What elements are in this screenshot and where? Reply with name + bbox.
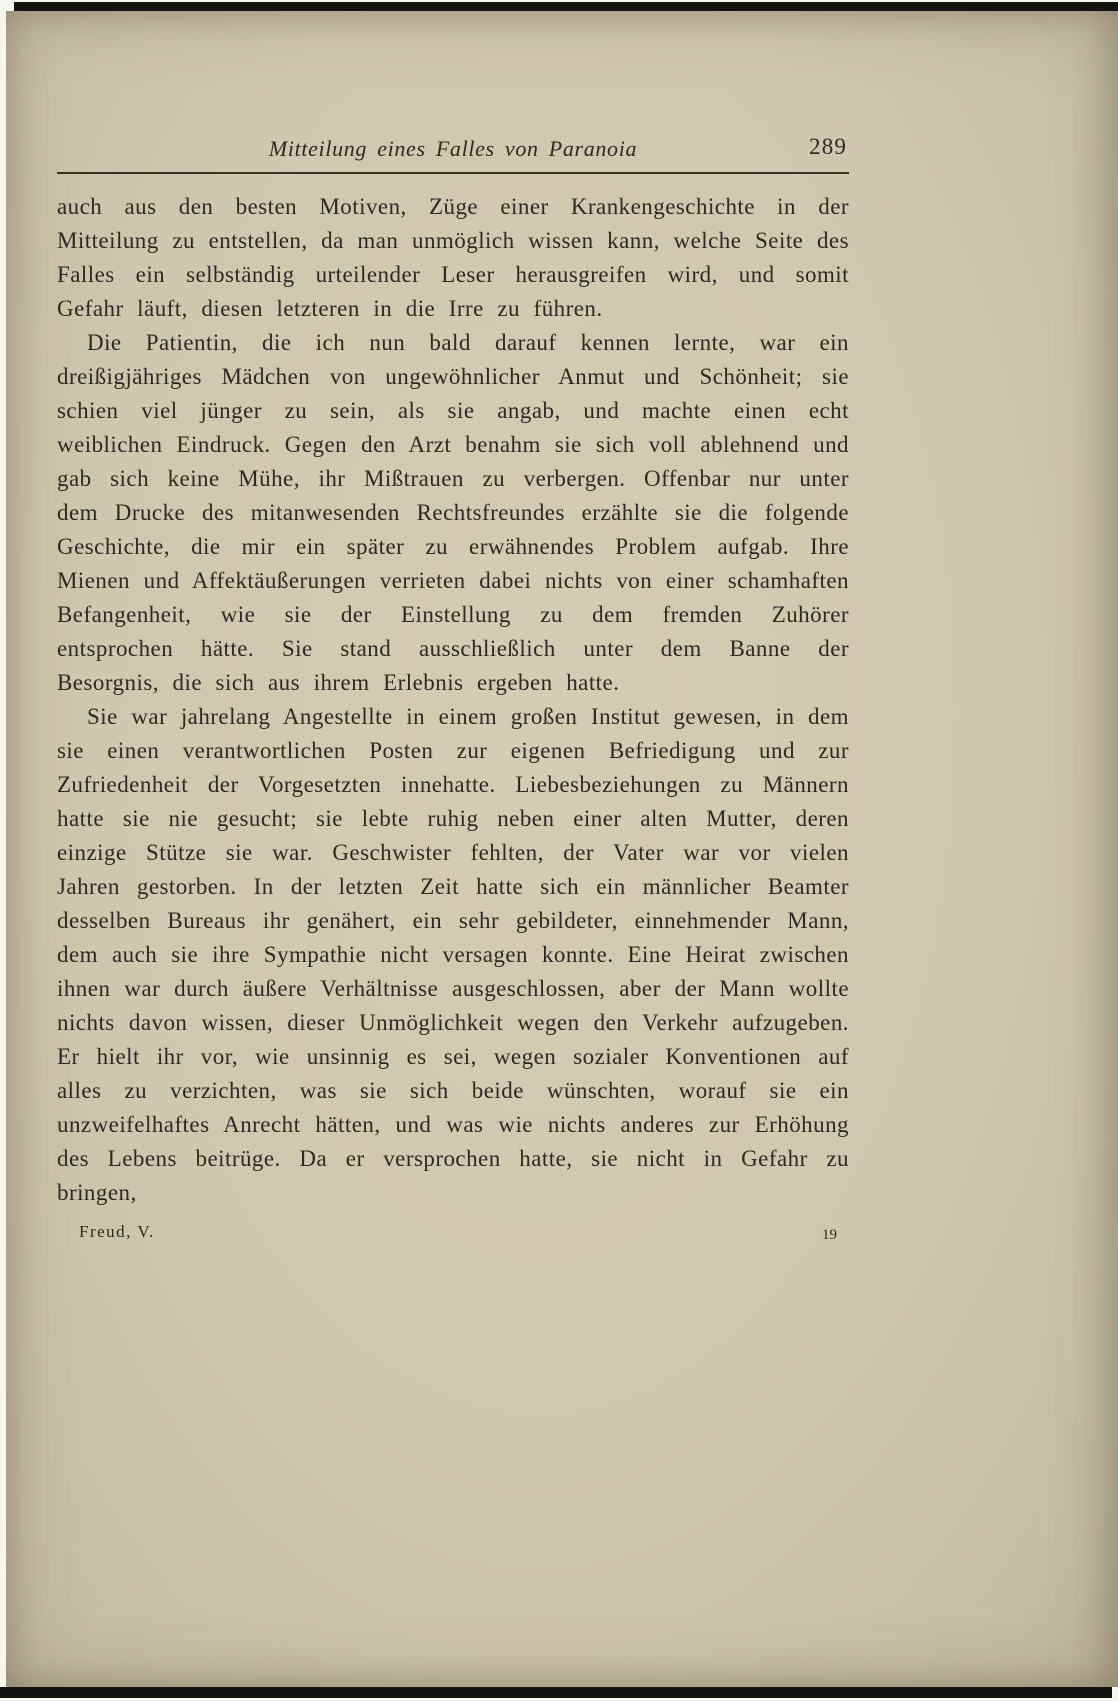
paragraph-2: Die Patientin, die ich nun bald darauf kennen lernte, war ein dreißigjähriges Mädchen von ungewöhnlicher Anmut und Schönheit; sie schien viel jünger zu sein, als sie angab, und machte einen echt weiblichen Eindruck. Gegen den Arzt benahm sie sich voll ablehnend und gab sich keine Mühe, ihr Mißtrauen zu verbergen. Offenbar nur unter dem Drucke des mitanwesenden Rechtsfreundes erzählte sie die folgende Geschichte, die mir ein später zu erwähnendes Problem aufgab. Ihre Mienen und Affektäußerungen verrieten dabei nichts von einer schamhaften Befangenheit, wie sie der Einstellung zu dem fremden Zuhörer entsprochen hätte. Sie stand ausschließlich unter dem Banne der Besorgnis, die sich aus ihrem Erlebnis ergeben hatte. <box>57 330 849 695</box>
running-title: Mitteilung eines Falles von Paranoia <box>268 136 638 161</box>
page-header <box>57 136 849 168</box>
paragraph-3: Sie war jahrelang Angestellte in einem großen Institut gewesen, in dem sie einen verantwortlichen Posten zur eigenen Befriedigung und zur Zufriedenheit der Vorgesetzten innehatte. Liebesbeziehungen zu Männern hatte sie nie gesucht; sie lebte ruhig neben einer alten Mutter, deren einzige Stütze sie war. Geschwister fehlten, der Vater war vor vielen Jahren gestorben. In der letzten Zeit hatte sich ein männlicher Beamter desselben Bureaus ihr genähert, ein sehr gebildeter, einnehmender Mann, dem auch sie ihre Sympathie nicht versagen konnte. Eine Heirat zwischen ihnen war durch äußere Verhältnisse ausgeschlossen, aber der Mann wollte nichts davon wissen, dieser Unmöglichkeit wegen den Verkehr aufzugeben. Er hielt ihr vor, wie unsinnig es sei, wegen sozialer Konventionen auf alles zu verzichten, was sie sich beide wünschten, worauf sie ein unzweifelhaftes Anrecht hätten, und was wie nichts anderes zur Erhöhung des Lebens beitrüge. Da er versprochen hatte, sie nicht in Gefahr zu bringen, <box>57 704 849 1205</box>
page-footer <box>57 1222 849 1248</box>
header-rule <box>57 172 849 174</box>
body-text <box>57 190 849 1210</box>
footer-sheet-number: 19 <box>822 1227 837 1243</box>
scan-edge-top <box>14 2 1118 11</box>
footer-signature: Freud, V. <box>79 1222 155 1241</box>
page-content <box>57 136 849 1248</box>
paragraph-1: auch aus den besten Motiven, Züge einer Krankengeschichte in der Mitteilung zu entstellen, da man unmöglich wissen kann, welche Seite des Falles ein selbständig urteilender Leser herausgreifen wird, und somit Gefahr läuft, diesen letzteren in die Irre zu führen. <box>57 194 849 321</box>
scan-edge-bottom <box>0 1687 1112 1698</box>
page-number: 289 <box>809 134 847 159</box>
